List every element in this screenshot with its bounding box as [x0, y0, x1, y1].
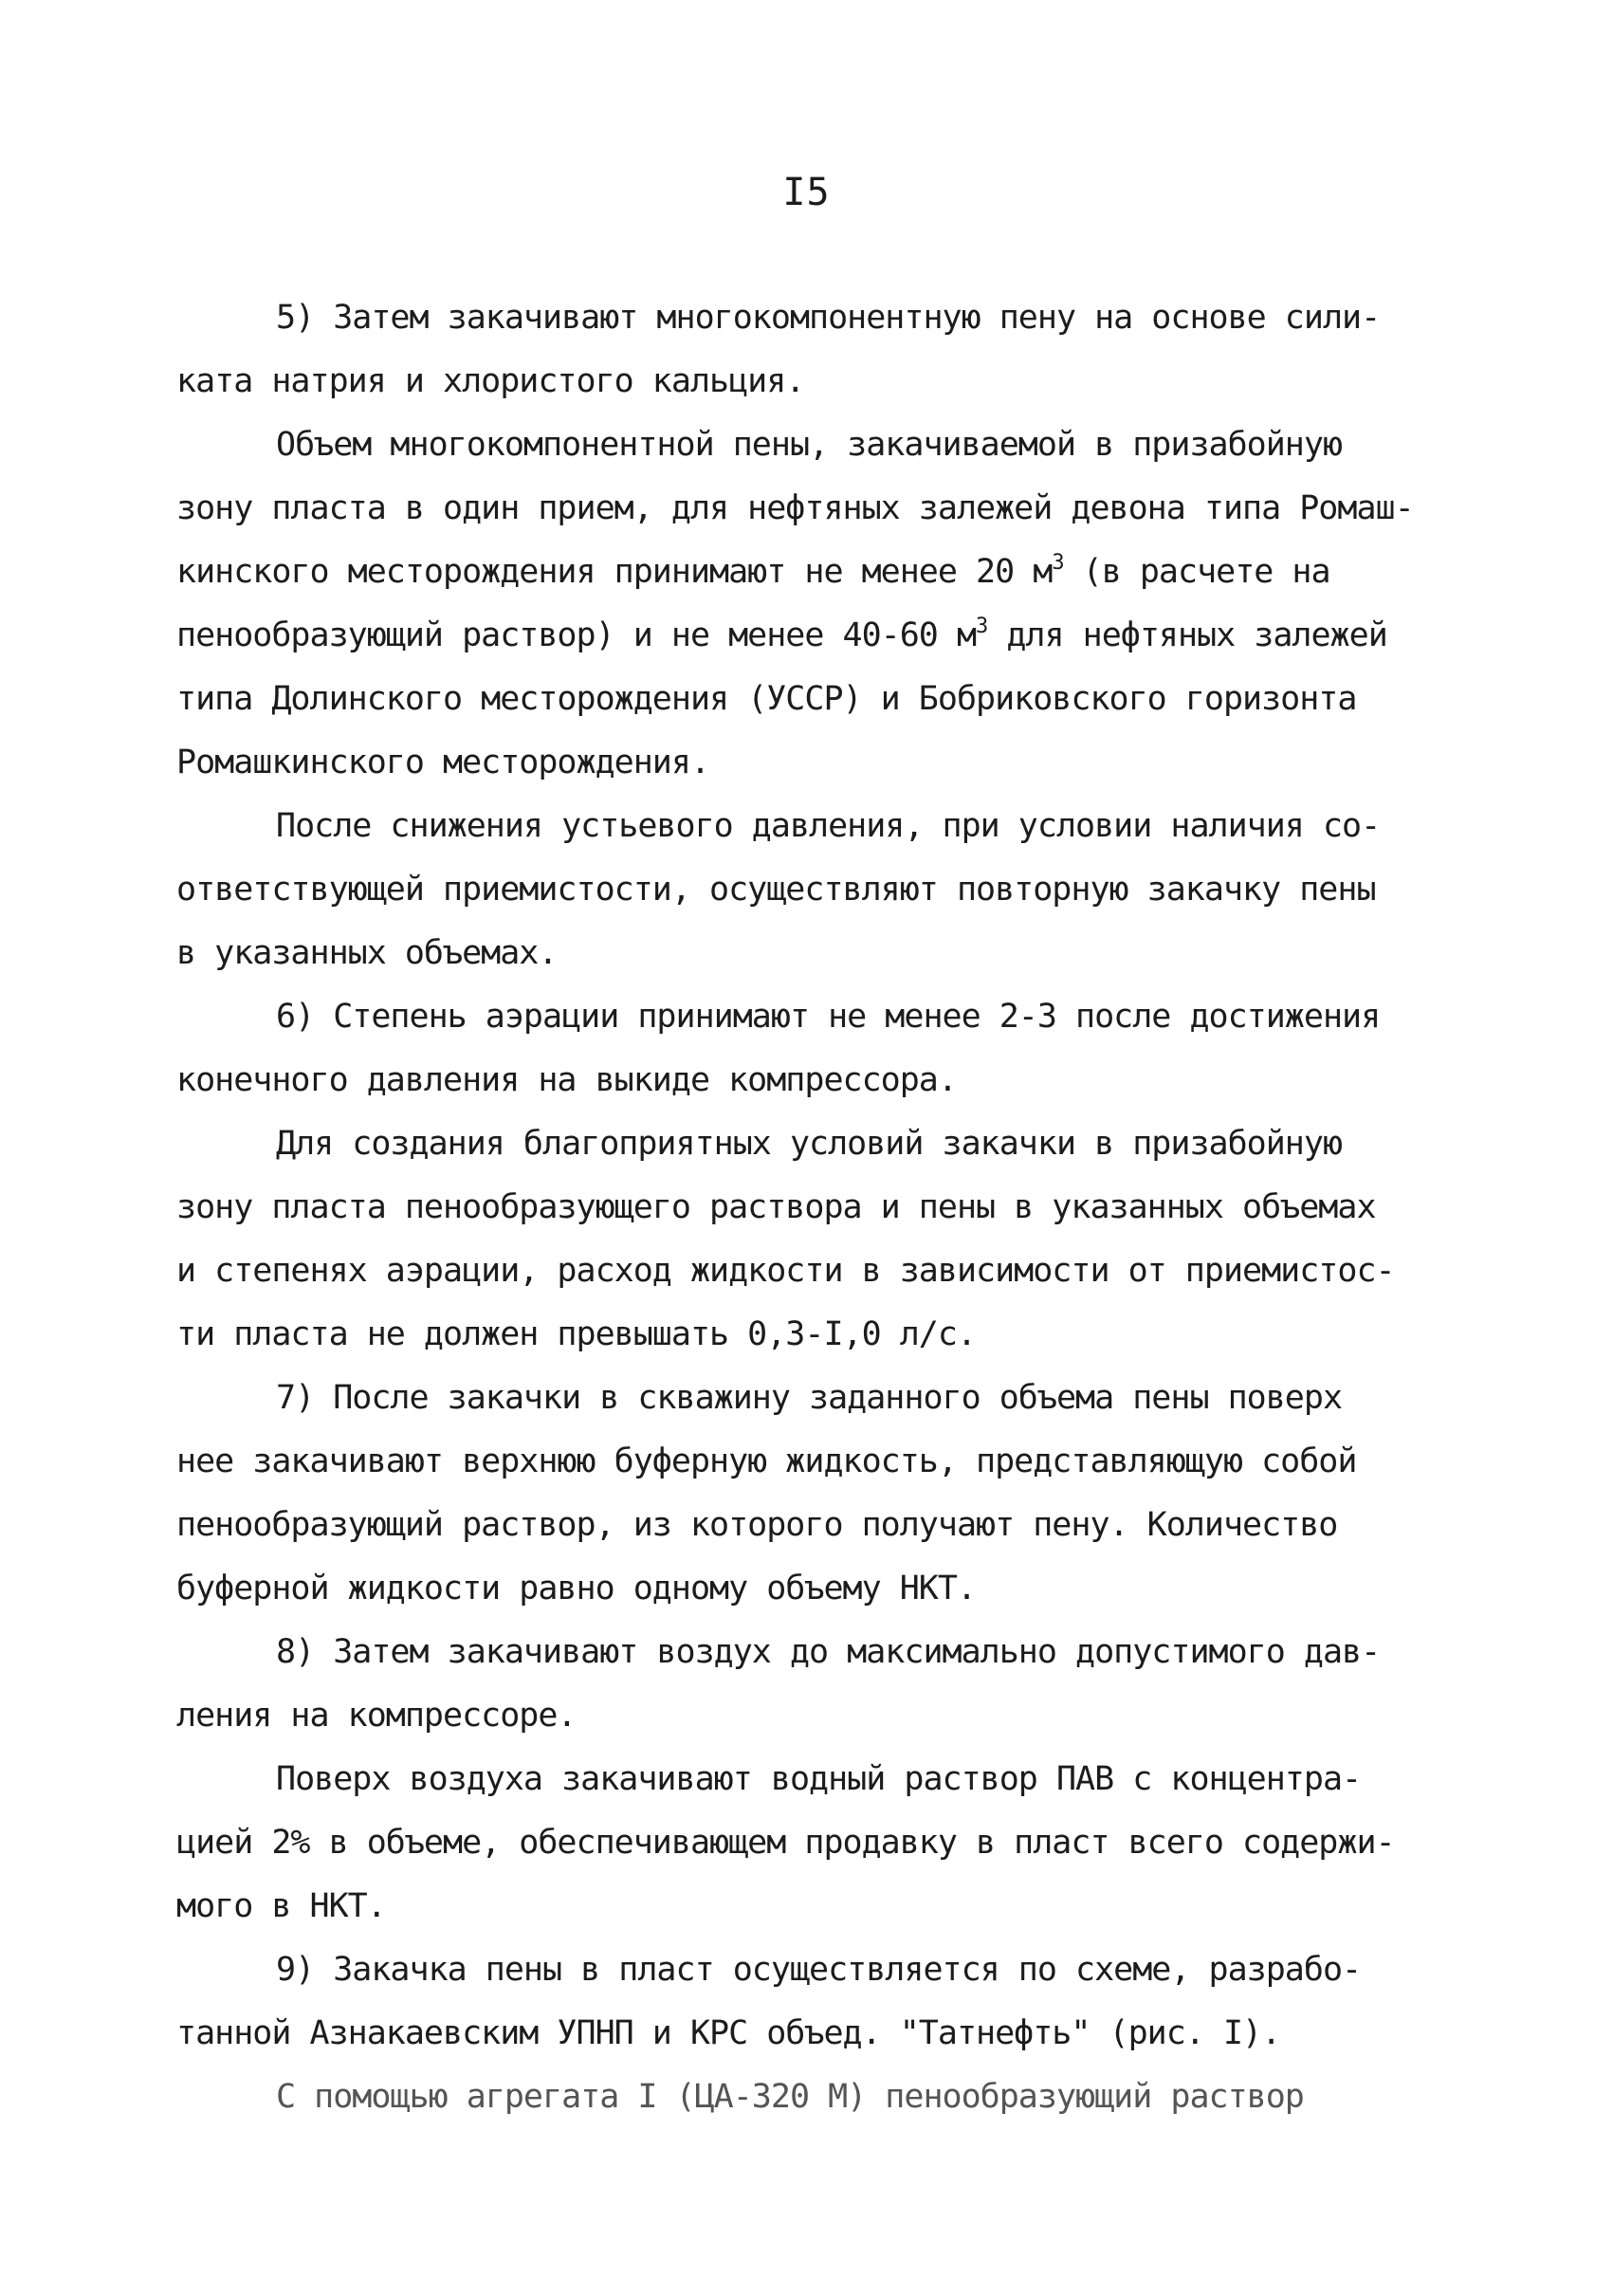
text-segment: для нефтяных залежей [987, 616, 1387, 654]
text-line: Объем многокомпонентной пены, закачиваемой в призабойную [276, 426, 1343, 464]
paragraph-injection-conditions [176, 1112, 1438, 1367]
text-line: 5) Затем закачивают многокомпонентную пену на основе сили- [276, 299, 1381, 337]
text-line: Поверх воздуха закачивают водный раствор ПАВ с концентра- [276, 1760, 1362, 1798]
superscript: 3 [976, 615, 988, 638]
document-body [176, 286, 1438, 2129]
text-line: ответствующей приемистости, осуществляют повторную закачку пены [176, 871, 1376, 909]
paragraph-foam-volume [176, 413, 1438, 795]
paragraph-step-5 [176, 286, 1438, 413]
text-line: 7) После закачки в скважину заданного объема пены поверх [276, 1379, 1343, 1417]
paragraph-aggregate [176, 2066, 1438, 2129]
paragraph-surfactant [176, 1748, 1438, 1938]
paragraph-step-9 [176, 1938, 1438, 2066]
text-line [176, 604, 1438, 668]
text-line: и степенях аэрации, расход жидкости в зависимости от приемистос- [176, 1252, 1395, 1290]
text-line: нее закачивают верхнюю буферную жидкость, представляющую собой [176, 1442, 1357, 1480]
superscript: 3 [1052, 551, 1064, 575]
text-line [176, 541, 1438, 604]
text-line: ти пласта не должен превышать 0,3-I,0 л/с. [176, 1315, 977, 1353]
paragraph-step-8 [176, 1621, 1438, 1748]
text-line: Для создания благоприятных условий закачки в призабойную [276, 1125, 1343, 1163]
paragraph-step-7 [176, 1367, 1438, 1621]
text-line: пенообразующий раствор, из которого получают пену. Количество [176, 1506, 1338, 1544]
text-line: 6) Степень аэрации принимают не менее 2-3 после достижения [276, 998, 1381, 1036]
text-line: ления на компрессоре. [176, 1697, 577, 1735]
text-line: Ромашкинского месторождения. [176, 744, 710, 781]
text-segment: пенообразующий раствор) и не менее 40-60 м [176, 616, 977, 654]
text-line: типа Долинского месторождения (УССР) и Бобриковского горизонта [176, 680, 1357, 718]
text-line: После снижения устьевого давления, при условии наличия со- [276, 807, 1381, 845]
text-segment: кинского месторождения принимают не менее 20 м [176, 553, 1053, 591]
text-line: мого в НКТ. [176, 1887, 386, 1925]
text-segment: (в расчете на [1063, 553, 1330, 591]
text-line: С помощью агрегата I (ЦА-320 М) пенообразующий раствор [276, 2078, 1304, 2116]
text-line: в указанных объемах. [176, 934, 558, 972]
text-line: зону пласта в один прием, для нефтяных залежей девона типа Ромаш- [176, 489, 1414, 527]
paragraph-repeat-injection [176, 795, 1438, 985]
text-line: 8) Затем закачивают воздух до максимально допустимого дав- [276, 1633, 1381, 1671]
paragraph-step-6 [176, 985, 1438, 1112]
text-line: цией 2% в объеме, обеспечивающем продавку в пласт всего содержи- [176, 1824, 1395, 1862]
text-line: ката натрия и хлористого кальция. [176, 362, 805, 400]
text-line: буферной жидкости равно одному объему НКТ. [176, 1570, 977, 1607]
text-line: 9) Закачка пены в пласт осуществляется по схеме, разрабо- [276, 1951, 1362, 1989]
text-line: конечного давления на выкиде компрессора. [176, 1061, 957, 1099]
text-line: танной Азнакаевским УПНП и КРС объед. "Татнефть" (рис. I). [176, 2014, 1281, 2052]
text-line: зону пласта пенообразующего раствора и пены в указанных объемах [176, 1188, 1376, 1226]
page-number: I5 [782, 171, 831, 214]
